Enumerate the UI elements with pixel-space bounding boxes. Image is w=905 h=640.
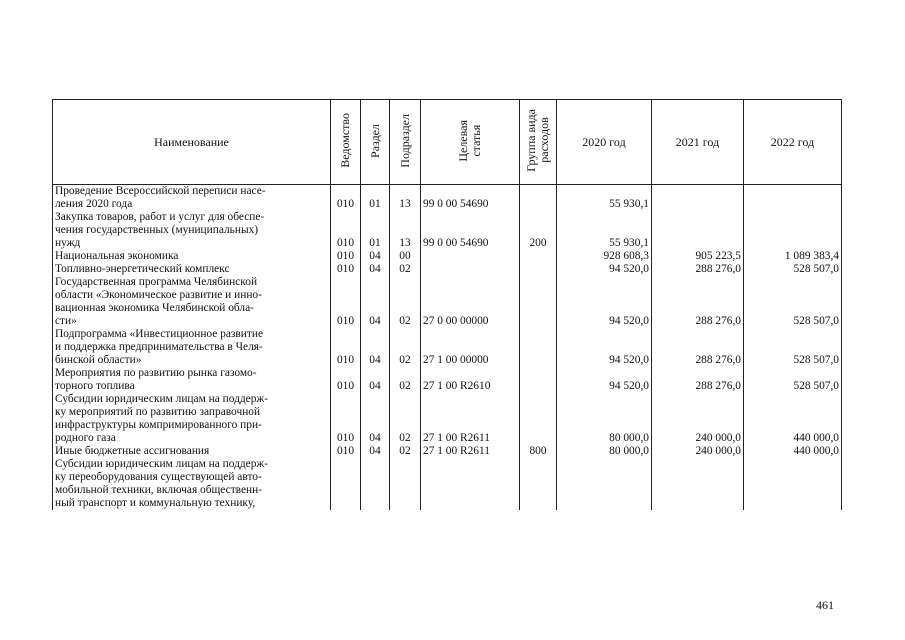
cell-podr: 13 bbox=[390, 211, 421, 250]
cell-ved: 010 bbox=[331, 250, 361, 263]
cell-y2020 bbox=[557, 458, 652, 510]
table-row bbox=[53, 263, 842, 276]
cell-name: Проведение Всероссийской переписи насе- ления 2020 года bbox=[53, 185, 331, 212]
cell-ved: 010 bbox=[331, 211, 361, 250]
cell-name: Закупка товаров, работ и услуг для обеспе- чения государственных (муниципальных) нужд bbox=[53, 211, 331, 250]
cell-y2021: 905 223,5 bbox=[652, 250, 744, 263]
cell-y2021: 240 000,0 bbox=[652, 445, 744, 458]
cell-target: 99 0 00 54690 bbox=[421, 185, 520, 212]
cell-razd: 04 bbox=[361, 367, 390, 393]
header-2022: 2022 год bbox=[744, 100, 842, 185]
cell-y2021 bbox=[652, 458, 744, 510]
cell-y2020: 94 520,0 bbox=[557, 367, 652, 393]
cell-y2021: 288 276,0 bbox=[652, 367, 744, 393]
cell-group bbox=[520, 276, 557, 328]
table-row bbox=[53, 276, 842, 328]
cell-y2022: 1 089 383,4 bbox=[744, 250, 842, 263]
cell-y2022 bbox=[744, 211, 842, 250]
cell-ved: 010 bbox=[331, 263, 361, 276]
table-row bbox=[53, 211, 842, 250]
cell-razd: 01 bbox=[361, 185, 390, 212]
cell-podr: 02 bbox=[390, 276, 421, 328]
cell-name: Государственная программа Челябинской области «Экономическое развитие и инно- вационная экономика Челябинской обла- сти» bbox=[53, 276, 331, 328]
cell-y2020: 928 608,3 bbox=[557, 250, 652, 263]
cell-group bbox=[520, 263, 557, 276]
cell-podr: 02 bbox=[390, 445, 421, 458]
cell-target bbox=[421, 263, 520, 276]
cell-target: 27 1 00 00000 bbox=[421, 328, 520, 367]
cell-y2022: 528 507,0 bbox=[744, 276, 842, 328]
cell-y2020: 55 930,1 bbox=[557, 185, 652, 212]
budget-table bbox=[52, 99, 842, 510]
cell-name: Иные бюджетные ассигнования bbox=[53, 445, 331, 458]
cell-group bbox=[520, 458, 557, 510]
cell-y2020: 80 000,0 bbox=[557, 393, 652, 445]
table-row bbox=[53, 328, 842, 367]
cell-target bbox=[421, 458, 520, 510]
cell-razd: 04 bbox=[361, 328, 390, 367]
cell-group bbox=[520, 185, 557, 212]
header-target: Целевая статья bbox=[421, 100, 520, 185]
cell-target: 27 0 00 00000 bbox=[421, 276, 520, 328]
cell-ved: 010 bbox=[331, 276, 361, 328]
cell-target bbox=[421, 250, 520, 263]
cell-ved: 010 bbox=[331, 445, 361, 458]
cell-y2022: 440 000,0 bbox=[744, 393, 842, 445]
table-row bbox=[53, 250, 842, 263]
cell-y2022 bbox=[744, 185, 842, 212]
cell-y2021 bbox=[652, 185, 744, 212]
cell-y2020: 94 520,0 bbox=[557, 328, 652, 367]
cell-y2021: 288 276,0 bbox=[652, 328, 744, 367]
table-row bbox=[53, 185, 842, 212]
cell-name: Субсидии юридическим лицам на поддерж- ку переоборудования существующей авто- мобильной техники, включая общественн- ный транспорт и коммунальную технику, bbox=[53, 458, 331, 510]
cell-y2022: 528 507,0 bbox=[744, 367, 842, 393]
table-row bbox=[53, 393, 842, 445]
cell-y2021: 288 276,0 bbox=[652, 263, 744, 276]
cell-podr: 02 bbox=[390, 367, 421, 393]
table-row bbox=[53, 367, 842, 393]
cell-name: Мероприятия по развитию рынка газомо- торного топлива bbox=[53, 367, 331, 393]
table-row bbox=[53, 445, 842, 458]
cell-ved: 010 bbox=[331, 393, 361, 445]
header-2020: 2020 год bbox=[557, 100, 652, 185]
page-number: 461 bbox=[816, 598, 834, 612]
cell-y2020: 94 520,0 bbox=[557, 263, 652, 276]
cell-y2022: 528 507,0 bbox=[744, 263, 842, 276]
cell-razd: 04 bbox=[361, 393, 390, 445]
cell-y2022: 528 507,0 bbox=[744, 328, 842, 367]
cell-podr: 02 bbox=[390, 263, 421, 276]
cell-name: Субсидии юридическим лицам на поддерж- ку мероприятий по развитию заправочной инфраструктуры компримированного при- родного газа bbox=[53, 393, 331, 445]
cell-y2020: 94 520,0 bbox=[557, 276, 652, 328]
header-vedomstvo: Ведомство bbox=[331, 100, 361, 185]
cell-group bbox=[520, 250, 557, 263]
cell-target: 27 1 00 R2610 bbox=[421, 367, 520, 393]
cell-razd: 01 bbox=[361, 211, 390, 250]
cell-group bbox=[520, 393, 557, 445]
table-header-row bbox=[53, 100, 842, 185]
cell-y2020: 80 000,0 bbox=[557, 445, 652, 458]
cell-target: 99 0 00 54690 bbox=[421, 211, 520, 250]
cell-group bbox=[520, 367, 557, 393]
cell-razd: 04 bbox=[361, 263, 390, 276]
cell-y2022 bbox=[744, 458, 842, 510]
cell-ved bbox=[331, 458, 361, 510]
cell-podr: 02 bbox=[390, 328, 421, 367]
cell-podr: 13 bbox=[390, 185, 421, 212]
header-razdel: Раздел bbox=[361, 100, 390, 185]
cell-y2020: 55 930,1 bbox=[557, 211, 652, 250]
cell-podr: 02 bbox=[390, 393, 421, 445]
cell-podr: 00 bbox=[390, 250, 421, 263]
cell-ved: 010 bbox=[331, 185, 361, 212]
cell-y2021: 240 000,0 bbox=[652, 393, 744, 445]
cell-target: 27 1 00 R2611 bbox=[421, 445, 520, 458]
cell-name: Подпрограмма «Инвестиционное развитие и поддержка предпринимательства в Челя- бинской области» bbox=[53, 328, 331, 367]
cell-y2021: 288 276,0 bbox=[652, 276, 744, 328]
cell-podr bbox=[390, 458, 421, 510]
cell-razd: 04 bbox=[361, 445, 390, 458]
cell-ved: 010 bbox=[331, 328, 361, 367]
header-podrazdel: Подраздел bbox=[390, 100, 421, 185]
header-2021: 2021 год bbox=[652, 100, 744, 185]
cell-razd: 04 bbox=[361, 250, 390, 263]
cell-group bbox=[520, 328, 557, 367]
cell-group: 800 bbox=[520, 445, 557, 458]
cell-group: 200 bbox=[520, 211, 557, 250]
table-row bbox=[53, 458, 842, 510]
cell-y2021 bbox=[652, 211, 744, 250]
cell-name: Национальная экономика bbox=[53, 250, 331, 263]
header-name: Наименование bbox=[53, 100, 331, 185]
cell-ved: 010 bbox=[331, 367, 361, 393]
header-group: Группа вида расходов bbox=[520, 100, 557, 185]
cell-razd bbox=[361, 458, 390, 510]
cell-name: Топливно-энергетический комплекс bbox=[53, 263, 331, 276]
cell-razd: 04 bbox=[361, 276, 390, 328]
cell-y2022: 440 000,0 bbox=[744, 445, 842, 458]
cell-target: 27 1 00 R2611 bbox=[421, 393, 520, 445]
